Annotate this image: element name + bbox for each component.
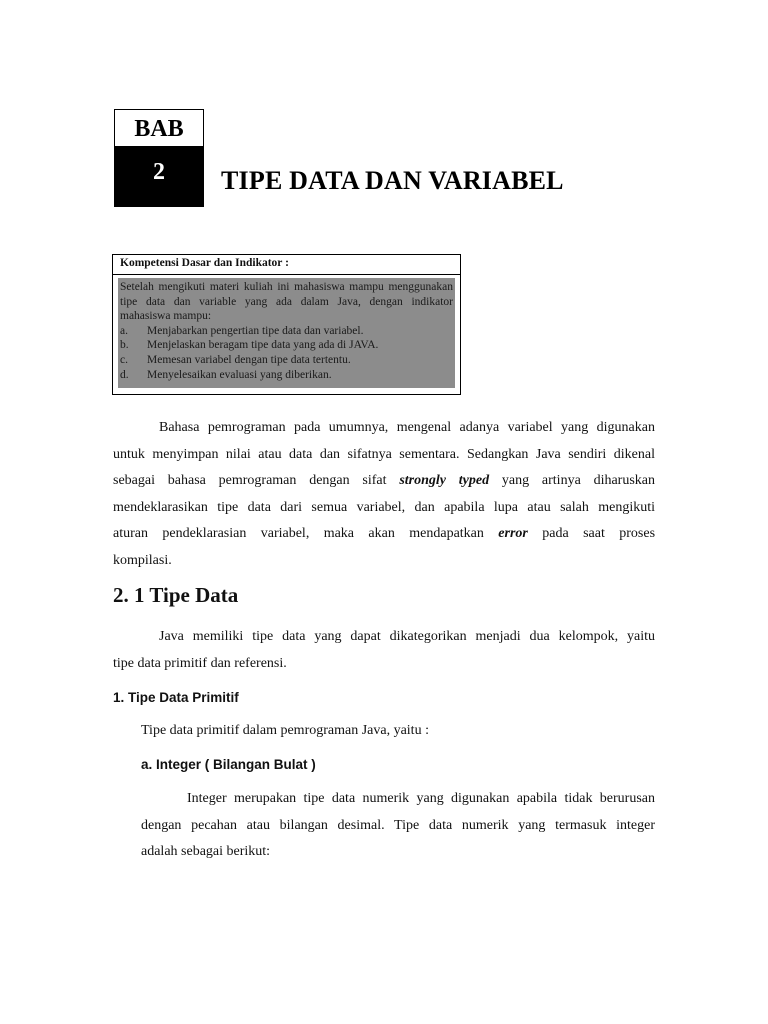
chapter-label: BAB: [134, 116, 184, 142]
paragraph-line: kompilasi.: [113, 552, 172, 568]
list-item-text: Memesan variabel dengan tipe data tertentu.: [147, 353, 351, 366]
list-marker: a.: [120, 324, 128, 337]
list-marker: d.: [120, 368, 129, 381]
subheading-text: Tipe data primitif dalam pemrograman Java, yaitu :: [141, 723, 429, 738]
paragraph-text: aturan pendeklarasian variabel, maka akan mendapatkan: [113, 526, 484, 542]
chapter-number: 2: [115, 146, 203, 207]
competency-body: [118, 278, 455, 388]
paragraph-line: Bahasa pemrograman pada umumnya, mengenal adanya variabel yang digunakan: [159, 420, 655, 435]
chapter-box: [114, 109, 204, 207]
subheading-primitive: 1. Tipe Data Primitif: [113, 690, 239, 705]
paragraph-line: dengan pecahan atau bilangan desimal. Tipe data numerik yang termasuk integer: [141, 817, 655, 833]
paragraph-line: Integer merupakan tipe data numerik yang digunakan apabila tidak berurusan: [187, 791, 655, 806]
paragraph-line: mendeklarasikan tipe data dari semua variabel, dan apabila lupa atau salah mengikuti: [113, 499, 655, 515]
chapter-title: TIPE DATA DAN VARIABEL: [221, 166, 564, 195]
list-marker: b.: [120, 339, 129, 352]
subheading-integer: a. Integer ( Bilangan Bulat ): [141, 757, 316, 772]
competency-box: [112, 254, 461, 395]
competency-header: Kompetensi Dasar dan Indikator :: [113, 255, 460, 275]
list-item-text: Menjabarkan pengertian tipe data dan variabel.: [147, 324, 364, 337]
paragraph-text: sebagai bahasa pemrograman dengan sifat: [113, 473, 387, 489]
emphasis-error: error: [498, 526, 528, 542]
list-item: [120, 353, 453, 368]
list-item: [120, 338, 453, 353]
paragraph-line: [113, 521, 655, 548]
competency-intro: Setelah mengikuti materi kuliah ini mahasiswa mampu menggunakan tipe data dan variable yang ada dalam Java, dengan indikator mahasiswa mampu:: [120, 281, 453, 323]
list-item: [120, 324, 453, 339]
paragraph-line: Java memiliki tipe data yang dapat dikategorikan menjadi dua kelompok, yaitu: [159, 629, 655, 644]
paragraph-line: [113, 468, 655, 495]
paragraph-text: pada saat proses: [542, 526, 656, 542]
paragraph-text: yang artinya diharuskan: [501, 473, 656, 489]
list-item-text: Menyelesaikan evaluasi yang diberikan.: [147, 368, 332, 381]
list-marker: c.: [120, 353, 128, 366]
paragraph-line: untuk menyimpan nilai atau data dan sifatnya sementara. Sedangkan Java sendiri dikenal: [113, 446, 655, 462]
paragraph-line: tipe data primitif dan referensi.: [113, 655, 287, 671]
competency-list: [120, 324, 453, 382]
list-item: [120, 368, 453, 383]
section-heading: 2. 1 Tipe Data: [113, 583, 239, 607]
list-item-text: Menjelaskan beragam tipe data yang ada di JAVA.: [147, 339, 379, 352]
intro-paragraph: [113, 415, 655, 575]
integer-paragraph: [141, 786, 655, 866]
paragraph-line: adalah sebagai berikut:: [141, 844, 271, 860]
emphasis-strongly-typed: strongly typed: [399, 473, 490, 489]
section-paragraph: [113, 624, 655, 677]
